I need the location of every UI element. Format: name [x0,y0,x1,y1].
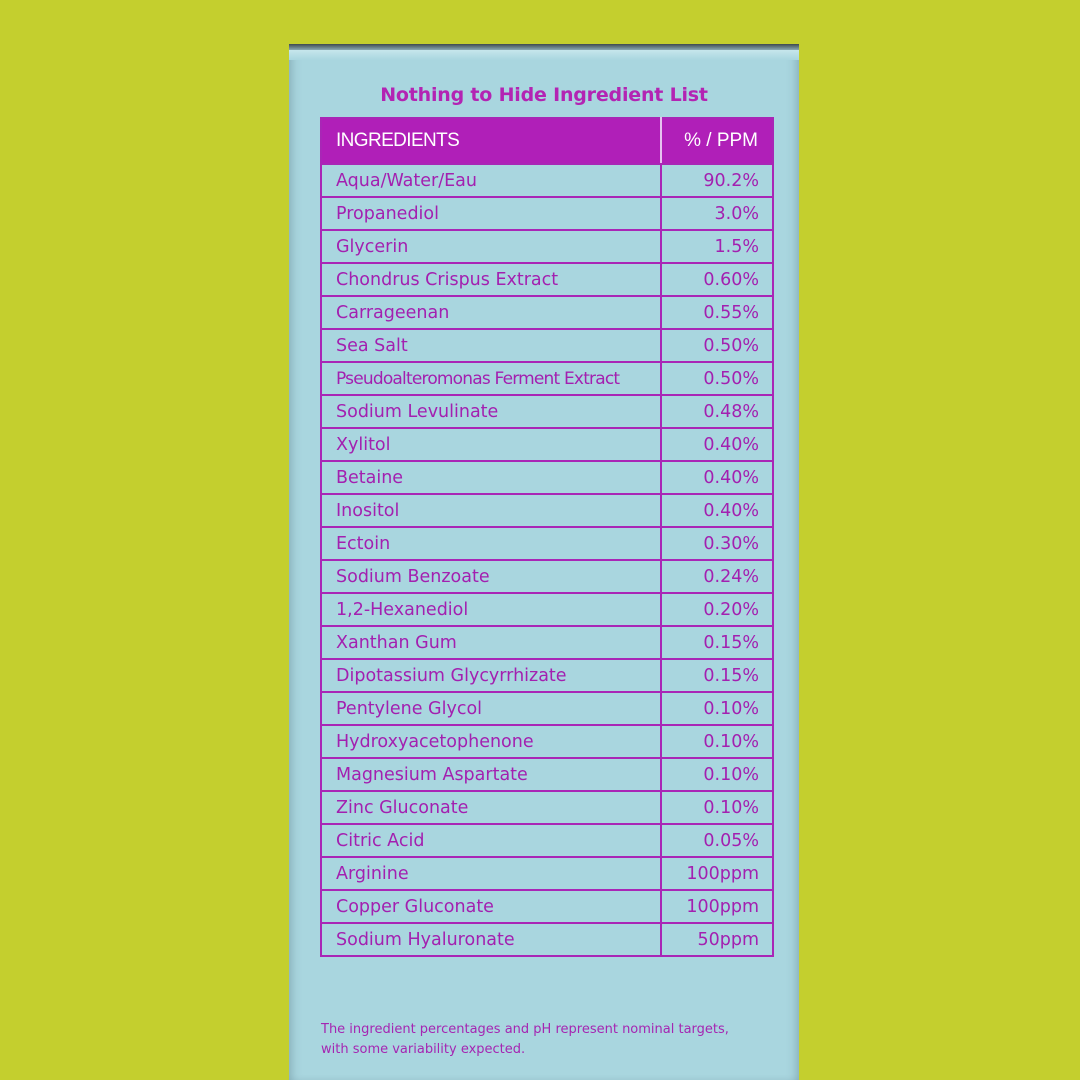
ingredient-name: Glycerin [321,230,661,263]
ingredient-amount: 90.2% [661,164,773,197]
table-row [321,362,773,395]
ingredient-name: Sodium Benzoate [321,560,661,593]
table-row [321,329,773,362]
product-box [289,44,799,1080]
ingredient-name: Zinc Gluconate [321,791,661,824]
ingredient-name: Sodium Hyaluronate [321,923,661,956]
footnote-line: with some variability expected. [321,1042,526,1057]
ingredient-name: Hydroxyacetophenone [321,725,661,758]
table-header-row [321,118,773,164]
ingredient-amount: 0.20% [661,593,773,626]
ingredient-amount: 0.15% [661,659,773,692]
header-percent-ppm: % / PPM [661,118,773,164]
ingredient-name: Copper Gluconate [321,890,661,923]
table-row [321,791,773,824]
ingredient-amount: 100ppm [661,890,773,923]
ingredient-list-title: Nothing to Hide Ingredient List [380,84,708,106]
ingredient-amount: 3.0% [661,197,773,230]
table-row [321,197,773,230]
ingredient-amount: 100ppm [661,857,773,890]
ingredient-name: Pseudoalteromonas Ferment Extract [321,362,661,395]
table-row [321,296,773,329]
ingredient-name: Arginine [321,857,661,890]
ingredient-name: Aqua/Water/Eau [321,164,661,197]
ingredient-amount: 0.24% [661,560,773,593]
ingredient-amount: 0.10% [661,692,773,725]
footnote-line: The ingredient percentages and pH represent nominal targets, [321,1022,729,1037]
ingredient-amount: 0.40% [661,428,773,461]
ingredient-amount: 0.40% [661,461,773,494]
ingredient-amount: 1.5% [661,230,773,263]
ingredient-amount: 0.40% [661,494,773,527]
ingredient-table [320,117,774,957]
ingredient-name: Pentylene Glycol [321,692,661,725]
ingredient-name: Citric Acid [321,824,661,857]
ingredient-name: Dipotassium Glycyrrhizate [321,659,661,692]
ingredient-name: Betaine [321,461,661,494]
ingredient-name: 1,2-Hexanediol [321,593,661,626]
table-row [321,560,773,593]
ingredient-name: Propanediol [321,197,661,230]
ingredient-name: Magnesium Aspartate [321,758,661,791]
table-row [321,263,773,296]
ingredient-name: Carrageenan [321,296,661,329]
ingredient-amount: 0.60% [661,263,773,296]
table-row [321,461,773,494]
table-row [321,494,773,527]
table-row [321,593,773,626]
ingredient-amount: 0.30% [661,527,773,560]
table-row [321,395,773,428]
table-row [321,857,773,890]
ingredient-amount: 0.10% [661,758,773,791]
ingredient-name: Ectoin [321,527,661,560]
ingredient-name: Xanthan Gum [321,626,661,659]
ingredient-name: Xylitol [321,428,661,461]
table-row [321,659,773,692]
ingredient-amount: 50ppm [661,923,773,956]
ingredient-amount: 0.55% [661,296,773,329]
ingredient-amount: 0.10% [661,791,773,824]
ingredient-amount: 0.48% [661,395,773,428]
table-row [321,692,773,725]
table-row [321,164,773,197]
ingredient-amount: 0.50% [661,329,773,362]
ingredient-amount: 0.15% [661,626,773,659]
ingredient-name: Sea Salt [321,329,661,362]
footnote [321,1020,781,1060]
ingredient-name: Chondrus Crispus Extract [321,263,661,296]
table-row [321,230,773,263]
table-row [321,923,773,956]
table-row [321,824,773,857]
ingredient-name: Inositol [321,494,661,527]
table-row [321,890,773,923]
ingredient-amount: 0.10% [661,725,773,758]
table-row [321,725,773,758]
table-row [321,758,773,791]
table-row [321,428,773,461]
ingredient-amount: 0.05% [661,824,773,857]
box-top-flap [289,50,799,60]
ingredient-name: Sodium Levulinate [321,395,661,428]
header-ingredients: INGREDIENTS [321,118,661,164]
ingredient-amount: 0.50% [661,362,773,395]
table-row [321,626,773,659]
table-row [321,527,773,560]
